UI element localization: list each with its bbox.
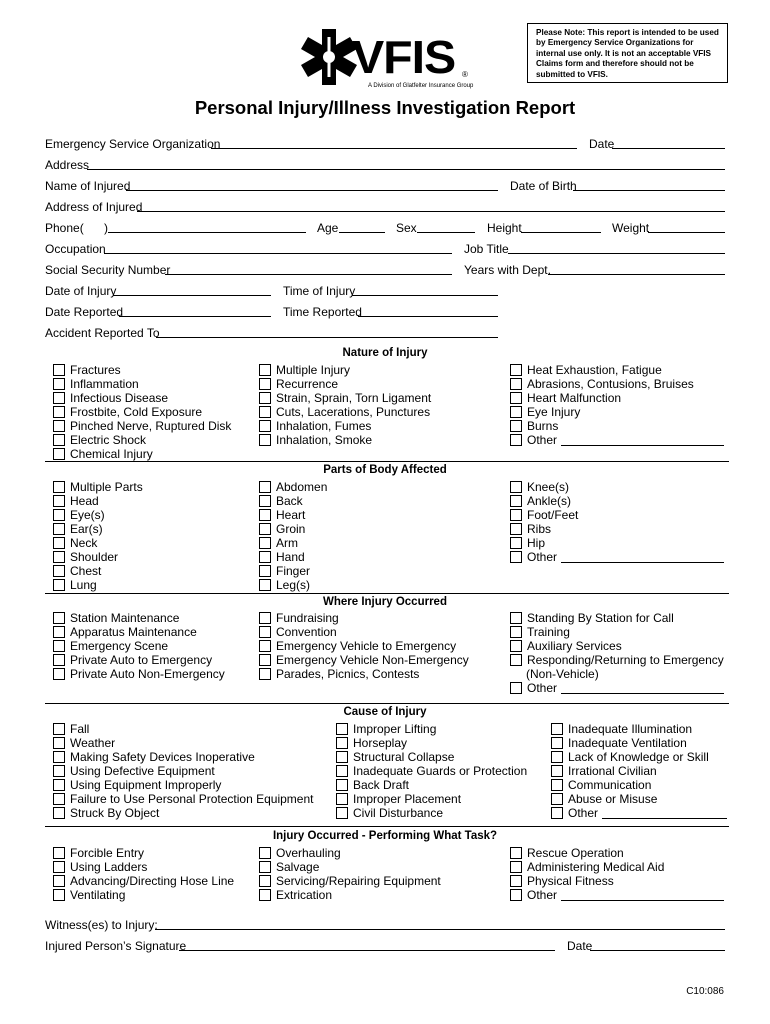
checkbox[interactable] [259, 889, 271, 901]
checkbox[interactable] [510, 378, 522, 390]
checkbox[interactable] [53, 406, 65, 418]
checkbox[interactable] [259, 509, 271, 521]
checkbox-item[interactable]: Multiple Parts [53, 480, 143, 494]
signature-label: Injured Person’s Signature [45, 939, 187, 953]
checkbox[interactable] [336, 765, 348, 777]
checkbox[interactable] [510, 434, 522, 446]
checkbox[interactable] [53, 779, 65, 791]
height-label: Height [487, 221, 522, 235]
phone-close: ) [104, 221, 108, 235]
date-reported-field[interactable] [119, 316, 271, 317]
checkbox[interactable] [510, 523, 522, 535]
other-field[interactable] [561, 890, 724, 901]
task-col2 [259, 846, 441, 902]
checkbox-item[interactable]: Irrational Civilian [551, 764, 727, 778]
ssn-field[interactable] [165, 274, 452, 275]
checkbox-item[interactable]: Emergency Scene [53, 639, 225, 653]
body-col3 [510, 480, 724, 564]
time-reported-field[interactable] [358, 316, 498, 317]
reported-to-field[interactable] [156, 337, 498, 338]
checkbox[interactable] [259, 378, 271, 390]
checkbox-item[interactable]: Apparatus Maintenance [53, 625, 225, 639]
checkbox[interactable] [551, 723, 563, 735]
checkbox-item[interactable]: Using Ladders [53, 860, 234, 874]
checkbox[interactable] [53, 364, 65, 376]
cause-col3 [551, 722, 727, 820]
checkbox-item[interactable]: Cuts, Lacerations, Punctures [259, 405, 431, 419]
phone-label: Phone( [45, 221, 84, 235]
cause-col2 [336, 722, 527, 820]
checkbox[interactable] [510, 612, 522, 624]
checkbox-item[interactable]: Standing By Station for Call [510, 611, 724, 625]
checkbox-item[interactable]: Hip [510, 536, 724, 550]
checkbox-item[interactable]: Ribs [510, 522, 724, 536]
nature-col3 [510, 363, 724, 447]
checkbox-item[interactable]: Frostbite, Cold Exposure [53, 405, 231, 419]
checkbox[interactable] [259, 654, 271, 666]
checkbox-item[interactable]: Inflammation [53, 377, 231, 391]
checkbox-item[interactable]: Improper Placement [336, 792, 527, 806]
sex-label: Sex [396, 221, 417, 235]
checkbox[interactable] [551, 779, 563, 791]
occupation-field[interactable] [104, 253, 452, 254]
checkbox[interactable] [259, 420, 271, 432]
address-injured-field[interactable] [137, 211, 725, 212]
checkbox-item-other[interactable]: Other [510, 888, 724, 902]
checkbox-item[interactable]: Shoulder [53, 550, 143, 564]
checkbox[interactable] [53, 565, 65, 577]
witness-label: Witness(es) to Injury: [45, 918, 158, 932]
age-field[interactable] [339, 232, 385, 233]
checkbox-item[interactable]: Heart [259, 508, 327, 522]
cause-col1 [53, 722, 313, 820]
checkbox[interactable] [259, 579, 271, 591]
checkbox[interactable] [336, 807, 348, 819]
checkbox-item[interactable]: Salvage [259, 860, 441, 874]
checkbox-item[interactable]: Back [259, 494, 327, 508]
checkbox-item[interactable]: Using Defective Equipment [53, 764, 313, 778]
where-col1 [53, 611, 225, 681]
height-field[interactable] [521, 232, 601, 233]
checkbox[interactable] [510, 889, 522, 901]
checkbox[interactable] [53, 793, 65, 805]
checkbox[interactable] [259, 612, 271, 624]
checkbox[interactable] [510, 847, 522, 859]
checkbox-item[interactable]: Administering Medical Aid [510, 860, 724, 874]
checkbox-item[interactable]: Horseplay [336, 736, 527, 750]
checkbox[interactable] [510, 481, 522, 493]
checkbox-item[interactable]: Foot/Feet [510, 508, 724, 522]
checkbox-item[interactable]: Parades, Picnics, Contests [259, 667, 469, 681]
ssn-label: Social Security Number [45, 263, 171, 277]
checkbox-item[interactable]: Emergency Vehicle to Emergency [259, 639, 469, 653]
cause-title: Cause of Injury [343, 706, 427, 718]
checkbox[interactable] [53, 654, 65, 666]
other-field[interactable] [561, 683, 724, 694]
checkbox[interactable] [53, 875, 65, 887]
checkbox-item[interactable]: Knee(s) [510, 480, 724, 494]
checkbox-item[interactable]: Making Safety Devices Inoperative [53, 750, 313, 764]
checkbox-item[interactable]: Pinched Nerve, Ruptured Disk [53, 419, 231, 433]
divider [45, 826, 729, 827]
checkbox[interactable] [510, 364, 522, 376]
years-label: Years with Dept. [464, 263, 551, 277]
divider [45, 703, 729, 704]
sex-field[interactable] [417, 232, 475, 233]
age-label: Age [317, 221, 339, 235]
checkbox-item[interactable]: Responding/Returning to Emergency [510, 653, 724, 667]
dob-field[interactable] [573, 190, 725, 191]
checkbox[interactable] [510, 509, 522, 521]
checkbox[interactable] [551, 807, 563, 819]
checkbox[interactable] [53, 612, 65, 624]
checkbox[interactable] [259, 668, 271, 680]
date-label: Date [589, 137, 615, 151]
checkbox[interactable] [510, 495, 522, 507]
occupation-label: Occupation [45, 242, 106, 256]
checkbox[interactable] [336, 779, 348, 791]
checkbox-item[interactable]: Inadequate Guards or Protection [336, 764, 527, 778]
checkbox[interactable] [510, 392, 522, 404]
logo-tagline: A Division of Glatfelter Insurance Group [368, 83, 474, 89]
checkbox-item[interactable]: Eye Injury [510, 405, 724, 419]
checkbox-item[interactable]: Advancing/Directing Hose Line [53, 874, 234, 888]
checkbox-item[interactable]: Struck By Object [53, 806, 313, 820]
checkbox-item[interactable]: Head [53, 494, 143, 508]
task-col1 [53, 846, 234, 902]
nature-col1 [53, 363, 231, 461]
checkbox-item[interactable]: Training [510, 625, 724, 639]
checkbox-item[interactable]: Fundraising [259, 611, 469, 625]
weight-label: Weight [612, 221, 650, 235]
checkbox-item[interactable]: Lack of Knowledge or Skill [551, 750, 727, 764]
checkbox[interactable] [259, 406, 271, 418]
checkbox-item-other[interactable]: Other [510, 681, 724, 695]
checkbox[interactable] [510, 861, 522, 873]
checkbox[interactable] [259, 551, 271, 563]
checkbox[interactable] [53, 861, 65, 873]
checkbox[interactable] [510, 875, 522, 887]
checkbox[interactable] [336, 751, 348, 763]
date-reported-label: Date Reported [45, 305, 124, 319]
checkbox-item[interactable]: Abuse or Misuse [551, 792, 727, 806]
checkbox[interactable] [53, 551, 65, 563]
nature-col2 [259, 363, 431, 447]
checkbox[interactable] [259, 861, 271, 873]
checkbox-item[interactable]: Weather [53, 736, 313, 750]
checkbox[interactable] [259, 565, 271, 577]
checkbox-item[interactable]: Leg(s) [259, 578, 327, 592]
note-box: Please Note: This report is intended to be used by Emergency Service Organizations for internal use only. It is not an acceptable VFIS Claims form and therefore should not be submitted to VFIS. [527, 23, 728, 83]
nature-title: Nature of Injury [342, 347, 428, 359]
checkbox[interactable] [53, 495, 65, 507]
logo-registered: ® [462, 70, 468, 79]
checkbox[interactable] [53, 737, 65, 749]
divider [45, 593, 729, 594]
checkbox-item[interactable]: Recurrence [259, 377, 431, 391]
checkbox[interactable] [259, 364, 271, 376]
checkbox-item[interactable]: Neck [53, 536, 143, 550]
dob-label: Date of Birth [510, 179, 577, 193]
checkbox[interactable] [53, 509, 65, 521]
checkbox[interactable] [53, 668, 65, 680]
checkbox[interactable] [53, 640, 65, 652]
checkbox-item[interactable]: Overhauling [259, 846, 441, 860]
checkbox-item-other[interactable]: Other [510, 550, 724, 564]
weight-field[interactable] [648, 232, 725, 233]
address-injured-label: Address of Injured [45, 200, 143, 214]
checkbox-item[interactable]: Inhalation, Fumes [259, 419, 431, 433]
checkbox-item[interactable]: Rescue Operation [510, 846, 724, 860]
checkbox-item[interactable]: Eye(s) [53, 508, 143, 522]
job-title-field[interactable] [508, 253, 725, 254]
body-col1 [53, 480, 143, 592]
org-field[interactable] [211, 148, 577, 149]
time-injury-label: Time of Injury [283, 284, 356, 298]
divider [45, 461, 729, 462]
checkbox[interactable] [510, 640, 522, 652]
task-col3 [510, 846, 724, 902]
witness-field[interactable] [155, 929, 725, 930]
checkbox[interactable] [259, 875, 271, 887]
checkbox[interactable] [551, 737, 563, 749]
checkbox-item[interactable]: Strain, Sprain, Torn Ligament [259, 391, 431, 405]
task-title: Injury Occurred - Performing What Task? [272, 830, 498, 842]
checkbox[interactable] [53, 723, 65, 735]
date-injury-label: Date of Injury [45, 284, 117, 298]
checkbox-item[interactable]: Forcible Entry [53, 846, 234, 860]
checkbox-item-continuation: (Non-Vehicle) [526, 667, 599, 681]
checkbox-item[interactable]: Infectious Disease [53, 391, 231, 405]
org-label: Emergency Service Organization [45, 137, 221, 151]
checkbox-item[interactable]: Back Draft [336, 778, 527, 792]
checkbox[interactable] [336, 793, 348, 805]
reported-to-label: Accident Reported To [45, 326, 160, 340]
checkbox[interactable] [259, 640, 271, 652]
checkbox-item[interactable]: Heat Exhaustion, Fatigue [510, 363, 724, 377]
checkbox[interactable] [259, 392, 271, 404]
signature-date-field[interactable] [590, 950, 725, 951]
job-title-label: Job Title [464, 242, 509, 256]
checkbox[interactable] [510, 420, 522, 432]
checkbox[interactable] [53, 481, 65, 493]
checkbox[interactable] [53, 626, 65, 638]
checkbox[interactable] [53, 392, 65, 404]
address-label: Address [45, 158, 90, 172]
date-field[interactable] [612, 148, 725, 149]
checkbox-item[interactable]: Chest [53, 564, 143, 578]
checkbox[interactable] [510, 626, 522, 638]
checkbox[interactable] [259, 523, 271, 535]
checkbox[interactable] [259, 434, 271, 446]
logo-brand: VFIS [352, 31, 456, 83]
checkbox-item[interactable]: Groin [259, 522, 327, 536]
checkbox-item[interactable]: Abdomen [259, 480, 327, 494]
checkbox-item[interactable]: Station Maintenance [53, 611, 225, 625]
checkbox-item[interactable]: Inhalation, Smoke [259, 433, 431, 447]
body-col2 [259, 480, 327, 592]
checkbox[interactable] [259, 495, 271, 507]
checkbox[interactable] [336, 723, 348, 735]
other-field[interactable] [602, 808, 727, 819]
where-title: Where Injury Occurred [323, 596, 447, 608]
name-field[interactable] [126, 190, 498, 191]
checkbox[interactable] [510, 654, 522, 666]
checkbox-item[interactable]: Arm [259, 536, 327, 550]
signature-field[interactable] [179, 950, 555, 951]
checkbox[interactable] [510, 682, 522, 694]
checkbox[interactable] [510, 551, 522, 563]
checkbox[interactable] [53, 434, 65, 446]
checkbox-item[interactable]: Structural Collapse [336, 750, 527, 764]
checkbox[interactable] [53, 378, 65, 390]
name-label: Name of Injured [45, 179, 131, 193]
checkbox-item[interactable]: Inadequate Ventilation [551, 736, 727, 750]
checkbox[interactable] [551, 765, 563, 777]
checkbox-item[interactable]: Private Auto Non-Emergency [53, 667, 225, 681]
checkbox[interactable] [53, 807, 65, 819]
checkbox[interactable] [510, 537, 522, 549]
checkbox-item[interactable]: Improper Lifting [336, 722, 527, 736]
checkbox-item[interactable]: Hand [259, 550, 327, 564]
checkbox[interactable] [259, 481, 271, 493]
signature-date-label: Date [567, 939, 593, 953]
checkbox-item[interactable]: Ventilating [53, 888, 234, 902]
time-reported-label: Time Reported [283, 305, 362, 319]
checkbox-item-other[interactable]: Other [510, 433, 724, 447]
checkbox-item[interactable]: Communication [551, 778, 727, 792]
checkbox-item-other[interactable]: Other [551, 806, 727, 820]
other-field[interactable] [561, 552, 724, 563]
checkbox[interactable] [53, 847, 65, 859]
date-injury-field[interactable] [113, 295, 271, 296]
time-injury-field[interactable] [352, 295, 498, 296]
body-title: Parts of Body Affected [323, 464, 447, 476]
checkbox-item[interactable]: Emergency Vehicle Non-Emergency [259, 653, 469, 667]
checkbox-item[interactable]: Fall [53, 722, 313, 736]
years-field[interactable] [548, 274, 725, 275]
checkbox[interactable] [551, 751, 563, 763]
checkbox[interactable] [259, 847, 271, 859]
where-col2 [259, 611, 469, 681]
phone-field[interactable] [108, 232, 306, 233]
checkbox[interactable] [53, 765, 65, 777]
checkbox[interactable] [259, 626, 271, 638]
checkbox-item[interactable]: Electric Shock [53, 433, 231, 447]
where-col3 [510, 611, 724, 695]
checkbox-item[interactable]: Ear(s) [53, 522, 143, 536]
page-title: Personal Injury/Illness Investigation Report [194, 97, 576, 118]
checkbox[interactable] [551, 793, 563, 805]
address-field[interactable] [87, 169, 725, 170]
checkbox-item[interactable]: Heart Malfunction [510, 391, 724, 405]
checkbox-item[interactable]: Auxiliary Services [510, 639, 724, 653]
checkbox-item[interactable]: Inadequate Illumination [551, 722, 727, 736]
other-field[interactable] [561, 435, 724, 446]
checkbox-item[interactable]: Using Equipment Improperly [53, 778, 313, 792]
checkbox-item[interactable]: Civil Disturbance [336, 806, 527, 820]
checkbox-item[interactable]: Chemical Injury [53, 447, 231, 461]
checkbox[interactable] [53, 889, 65, 901]
checkbox-item[interactable]: Lung [53, 578, 143, 592]
checkbox-item[interactable]: Fractures [53, 363, 231, 377]
checkbox-item[interactable]: Multiple Injury [259, 363, 431, 377]
checkbox[interactable] [259, 537, 271, 549]
checkbox[interactable] [53, 537, 65, 549]
checkbox-item[interactable]: Extrication [259, 888, 441, 902]
checkbox-item[interactable]: Burns [510, 419, 724, 433]
checkbox-item[interactable]: Physical Fitness [510, 874, 724, 888]
checkbox[interactable] [53, 420, 65, 432]
checkbox[interactable] [53, 523, 65, 535]
checkbox-item[interactable]: Ankle(s) [510, 494, 724, 508]
checkbox-item[interactable]: Private Auto to Emergency [53, 653, 225, 667]
checkbox[interactable] [53, 751, 65, 763]
checkbox[interactable] [53, 448, 65, 460]
checkbox[interactable] [336, 737, 348, 749]
checkbox[interactable] [53, 579, 65, 591]
checkbox-item[interactable]: Finger [259, 564, 327, 578]
checkbox[interactable] [510, 406, 522, 418]
checkbox-item[interactable]: Servicing/Repairing Equipment [259, 874, 441, 888]
checkbox-item[interactable]: Abrasions, Contusions, Bruises [510, 377, 724, 391]
form-code: C10:086 [686, 986, 724, 997]
checkbox-item[interactable]: Failure to Use Personal Protection Equipment [53, 792, 313, 806]
checkbox-item[interactable]: Convention [259, 625, 469, 639]
